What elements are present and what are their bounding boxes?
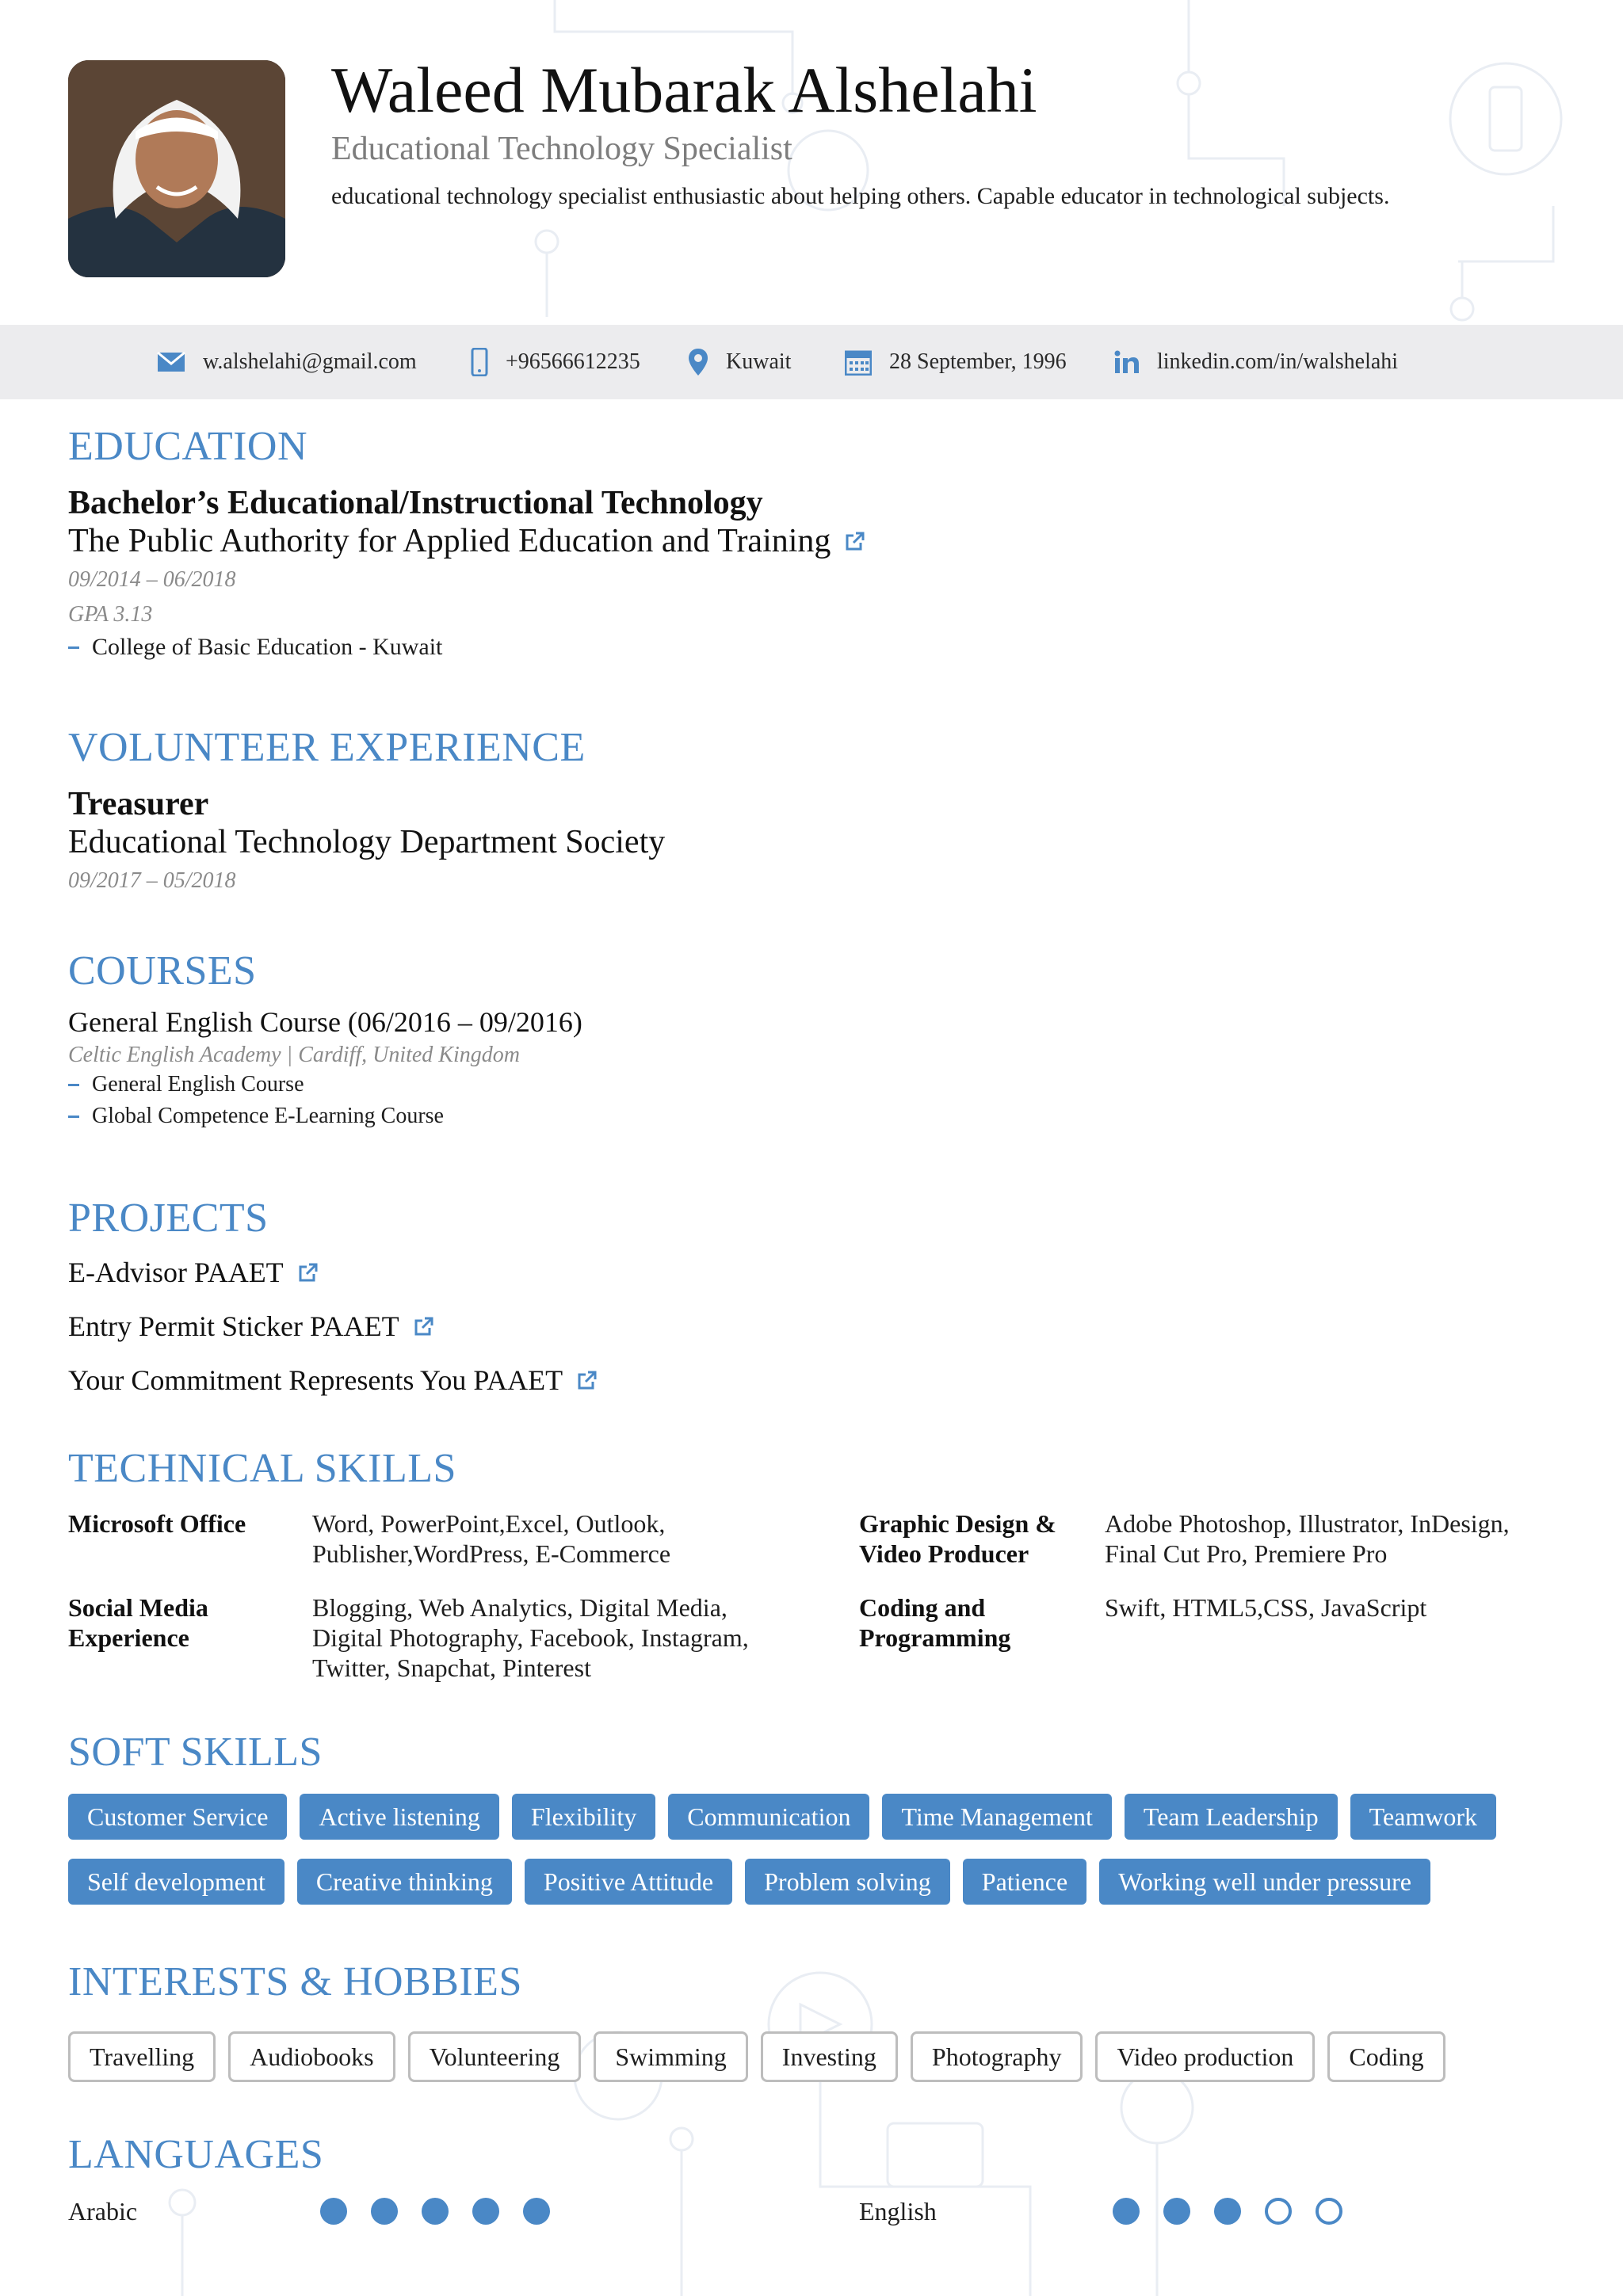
level-dot-filled [1214,2198,1241,2225]
level-dot-filled [1163,2198,1190,2225]
section-title-education: EDUCATION [68,424,308,469]
section-title-projects: PROJECTS [68,1196,269,1241]
level-dot-empty [1316,2198,1342,2225]
full-name: Waleed Mubarak Alshelahi [331,54,1037,126]
soft-skill-tag: Problem solving [745,1859,950,1905]
course-title-text: General English Course (06/2016 – 09/2016) [68,1006,582,1038]
language-level-arabic [320,2198,550,2225]
skill-value: Adobe Photoshop, Illustrator, InDesign, Final Cut Pro, Premiere Pro [1105,1509,1510,1568]
section-title-soft-skills: SOFT SKILLS [68,1730,323,1775]
location-text: Kuwait [726,349,792,374]
interest-tag: Swimming [594,2031,747,2082]
project-name: Your Commitment Represents You PAAET [68,1364,563,1396]
level-dot-filled [422,2198,449,2225]
skill-value: Swift, HTML5,CSS, JavaScript [1105,1593,1427,1622]
project-item[interactable] [68,1255,319,1290]
volunteer-organization [68,822,665,862]
skill-label: Graphic Design & Video Producer [859,1509,1056,1568]
education-gpa: GPA 3.13 [68,602,153,627]
soft-skill-tag: Creative thinking [297,1859,512,1905]
language-level-english [1113,2198,1342,2225]
soft-skill-tag: Active listening [300,1794,499,1840]
soft-skills-row-1 [68,1794,1496,1840]
soft-skill-tag: Time Management [882,1794,1111,1840]
course-bullet-text: General English Course [92,1072,304,1097]
bullet-dash [68,1116,79,1118]
section-title-courses: COURSES [68,948,257,994]
soft-skills-row-2 [68,1859,1430,1905]
profile-summary: educational technology specialist enthusiastic about helping others. Capable educator in technological subjects. [331,183,1390,209]
calendar-icon [845,349,872,376]
language-name: English [859,2197,937,2225]
section-title-volunteer: VOLUNTEER EXPERIENCE [68,725,586,770]
email-text: w.alshelahi@gmail.com [203,349,417,374]
skill-label: Microsoft Office [68,1509,246,1538]
contact-location [688,325,791,399]
section-title-interests: INTERESTS & HOBBIES [68,1959,522,2004]
contact-birthdate [845,325,1067,399]
volunteer-organization-text: Educational Technology Department Society [68,824,666,860]
education-dates: 09/2014 – 06/2018 [68,567,236,592]
soft-skill-tag: Customer Service [68,1794,287,1840]
language-name: Arabic [68,2197,138,2225]
education-institution-text: The Public Authority for Applied Education and Training [68,523,831,559]
contact-linkedin[interactable] [1114,325,1398,399]
soft-skill-tag: Flexibility [512,1794,655,1840]
bullet-dash [68,1084,79,1086]
level-dot-filled [371,2198,398,2225]
interest-tag: Coding [1327,2031,1445,2082]
external-link-icon[interactable] [577,1370,598,1390]
education-bullet [68,632,442,662]
interest-tag: Photography [911,2031,1083,2082]
skill-value: Word, PowerPoint,Excel, Outlook, Publisher,WordPress, E-Commerce [312,1509,671,1568]
course-bullet-1 [68,1070,304,1100]
profile-photo [68,60,285,277]
course-bullet-2 [68,1101,444,1131]
job-title: Educational Technology Specialist [331,131,792,167]
interest-tag: Video production [1095,2031,1315,2082]
interest-tag: Audiobooks [228,2031,395,2082]
interest-tag: Travelling [68,2031,216,2082]
level-dot-filled [1113,2198,1140,2225]
course-provider: Celtic English Academy | Cardiff, United Kingdom [68,1043,520,1067]
soft-skill-tag: Positive Attitude [525,1859,732,1905]
phone-icon [471,348,488,376]
section-title-languages: LANGUAGES [68,2132,324,2177]
contact-phone[interactable] [471,325,640,399]
level-dot-empty [1265,2198,1292,2225]
soft-skill-tag: Patience [963,1859,1086,1905]
soft-skill-tag: Self development [68,1859,285,1905]
section-title-technical-skills: TECHNICAL SKILLS [68,1446,456,1491]
linkedin-text: linkedin.com/in/walshelahi [1157,349,1399,374]
contact-email[interactable] [157,325,417,399]
project-name: E-Advisor PAAET [68,1257,284,1288]
external-link-icon[interactable] [414,1316,434,1337]
level-dot-filled [472,2198,499,2225]
external-link-icon[interactable] [845,531,865,551]
interest-tag: Investing [761,2031,898,2082]
contact-bar [0,325,1623,399]
bullet-dash [68,646,79,649]
project-name: Entry Permit Sticker PAAET [68,1310,399,1342]
location-icon [688,348,708,376]
soft-skill-tag: Team Leadership [1125,1794,1338,1840]
birthdate-text: 28 September, 1996 [889,349,1067,374]
level-dot-filled [320,2198,347,2225]
linkedin-icon [1114,350,1140,374]
email-icon [157,352,185,372]
soft-skill-tag: Teamwork [1350,1794,1496,1840]
volunteer-role: Treasurer [68,786,209,822]
level-dot-filled [523,2198,550,2225]
education-institution[interactable] [68,521,865,561]
skill-label: Coding and Programming [859,1593,1011,1652]
skill-label: Social Media Experience [68,1593,208,1652]
soft-skill-tag: Working well under pressure [1099,1859,1430,1905]
course-title [68,1005,582,1039]
education-bullet-text: College of Basic Education - Kuwait [92,634,443,660]
project-item[interactable] [68,1309,434,1344]
phone-text: +96566612235 [506,349,640,374]
interest-tag: Volunteering [408,2031,582,2082]
volunteer-dates: 09/2017 – 05/2018 [68,868,236,893]
course-bullet-text: Global Competence E-Learning Course [92,1104,444,1128]
skill-value: Blogging, Web Analytics, Digital Media, Digital Photography, Facebook, Instagram, Twitter, Snapchat, Pinterest [312,1593,749,1682]
education-degree: Bachelor’s Educational/Instructional Technology [68,485,763,521]
avatar [68,60,285,277]
external-link-icon[interactable] [298,1262,319,1283]
interests-row [68,2031,1445,2082]
soft-skill-tag: Communication [668,1794,869,1840]
project-item[interactable] [68,1363,598,1398]
